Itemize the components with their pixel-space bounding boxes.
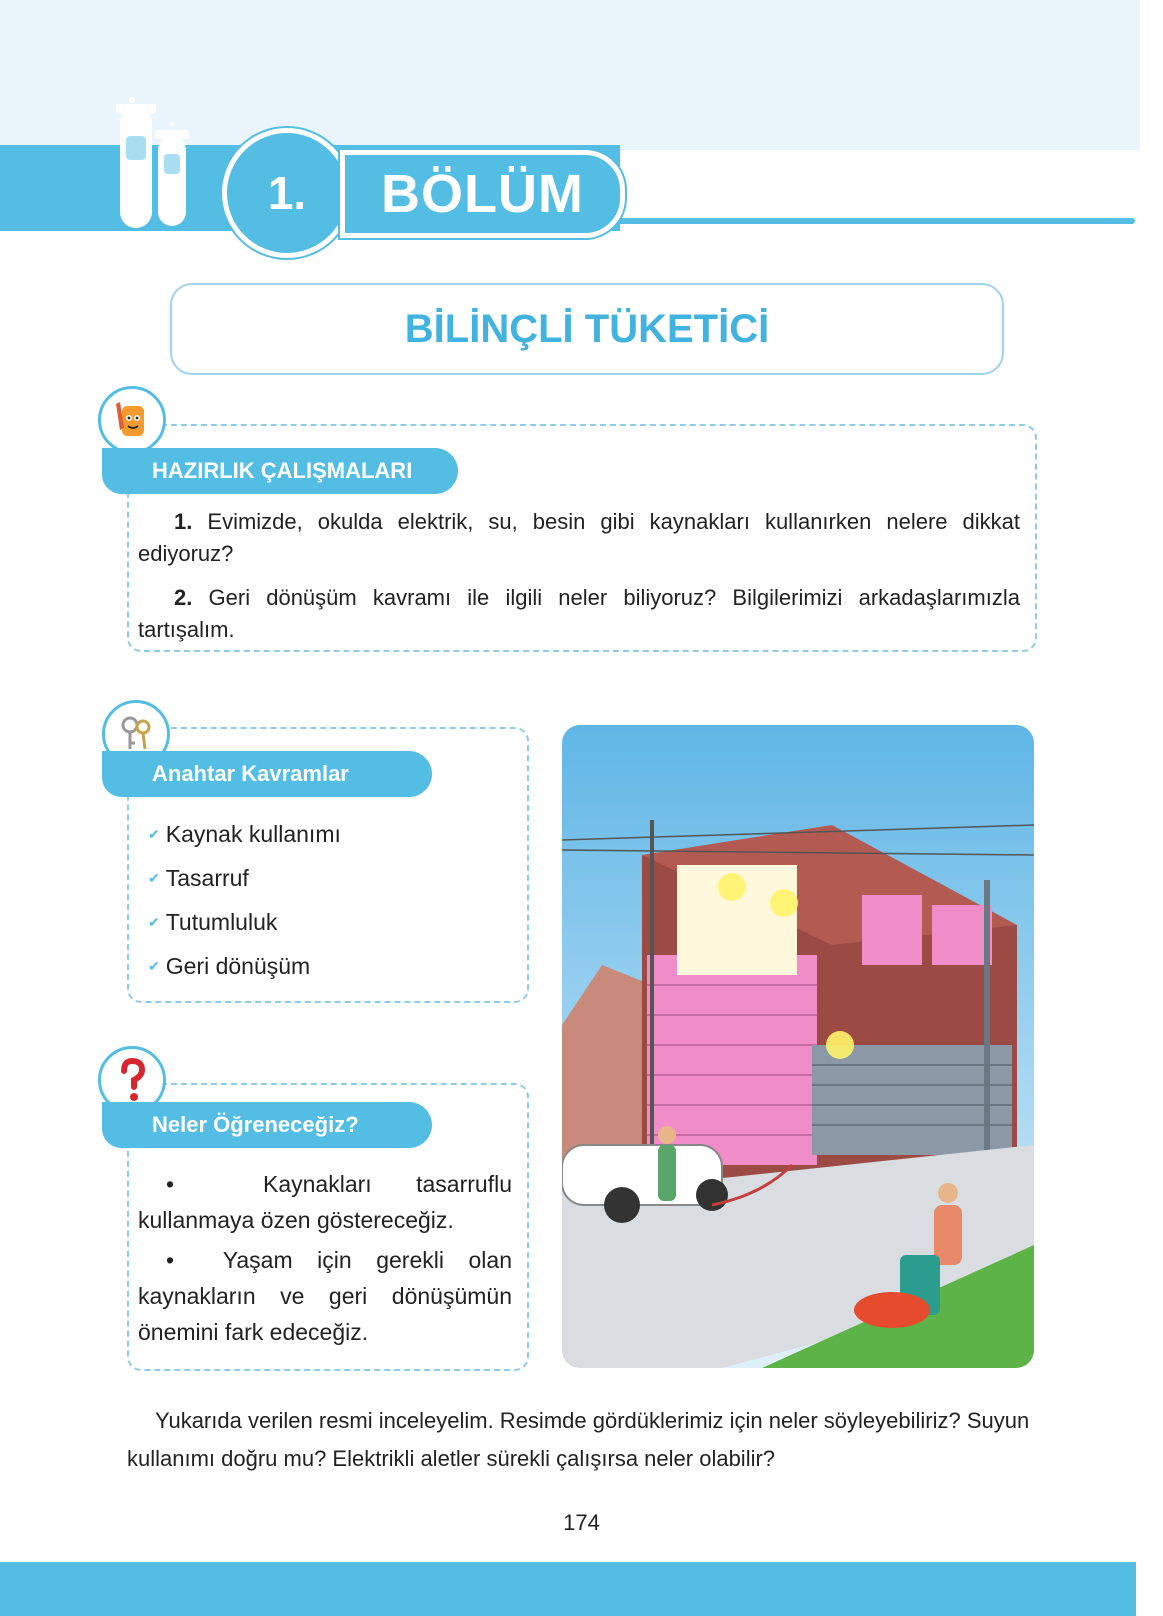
preparation-heading: HAZIRLIK ÇALIŞMALARI bbox=[102, 448, 458, 494]
bottom-band bbox=[0, 1562, 1136, 1616]
house-scene-illustration bbox=[562, 725, 1034, 1368]
learn-item-text: Yaşam için gerekli olan kaynakların ve geri dönüşümün önemini fark edeceğiz. bbox=[138, 1247, 512, 1345]
check-icon: ✔ bbox=[148, 913, 160, 930]
prompt-text: Yukarıda verilen resmi inceleyelim. Resimde gördüklerimiz için neler söyleyebiliriz? Suyun kullanımı doğru mu? Elektrikli aletler sürekli çalışırsa neler olabilir? bbox=[127, 1408, 1030, 1471]
list-item bbox=[148, 812, 341, 856]
preparation-item-2 bbox=[138, 582, 1020, 646]
preparation-item-1 bbox=[138, 506, 1020, 570]
item-number: 1. bbox=[174, 509, 193, 534]
key-concepts-list bbox=[148, 812, 341, 988]
list-item-label: Tutumluluk bbox=[165, 908, 278, 935]
chapter-label: BÖLÜM bbox=[340, 150, 625, 238]
list-item bbox=[148, 900, 341, 944]
item-number: 2. bbox=[174, 585, 193, 610]
page-number: 174 bbox=[563, 1510, 600, 1535]
list-item bbox=[148, 944, 341, 988]
chapter-number: 1. bbox=[222, 128, 352, 258]
page-title: BİLİNÇLİ TÜKETİCİ bbox=[170, 283, 1004, 375]
learn-item-text: Kaynakları tasarruflu kullanmaya özen göstereceğiz. bbox=[138, 1171, 513, 1233]
item-text: Geri dönüşüm kavramı ile ilgili neler biliyoruz? Bilgilerimizi arkadaşlarımızla tartışalım. bbox=[138, 585, 1020, 642]
bullet-icon: • bbox=[166, 1247, 175, 1273]
key-concepts-heading: Anahtar Kavramlar bbox=[102, 751, 432, 797]
what-we-learn-heading: Neler Öğreneceğiz? bbox=[102, 1102, 432, 1148]
check-icon: ✔ bbox=[148, 869, 160, 886]
test-tubes-icon bbox=[112, 96, 192, 236]
check-icon: ✔ bbox=[148, 957, 160, 974]
pencil-mascot-icon bbox=[98, 386, 166, 454]
learn-item-1 bbox=[138, 1166, 512, 1238]
item-text: Evimizde, okulda elektrik, su, besin gibi kaynakları kullanırken nelere dikkat ediyoruz? bbox=[138, 509, 1020, 566]
list-item bbox=[148, 856, 341, 900]
list-item-label: Tasarruf bbox=[165, 864, 249, 891]
check-icon: ✔ bbox=[148, 825, 160, 842]
bullet-icon: • bbox=[166, 1171, 175, 1197]
list-item-label: Geri dönüşüm bbox=[165, 952, 311, 979]
learn-item-2 bbox=[138, 1242, 512, 1350]
chapter-underline bbox=[615, 218, 1135, 224]
list-item-label: Kaynak kullanımı bbox=[165, 820, 341, 847]
